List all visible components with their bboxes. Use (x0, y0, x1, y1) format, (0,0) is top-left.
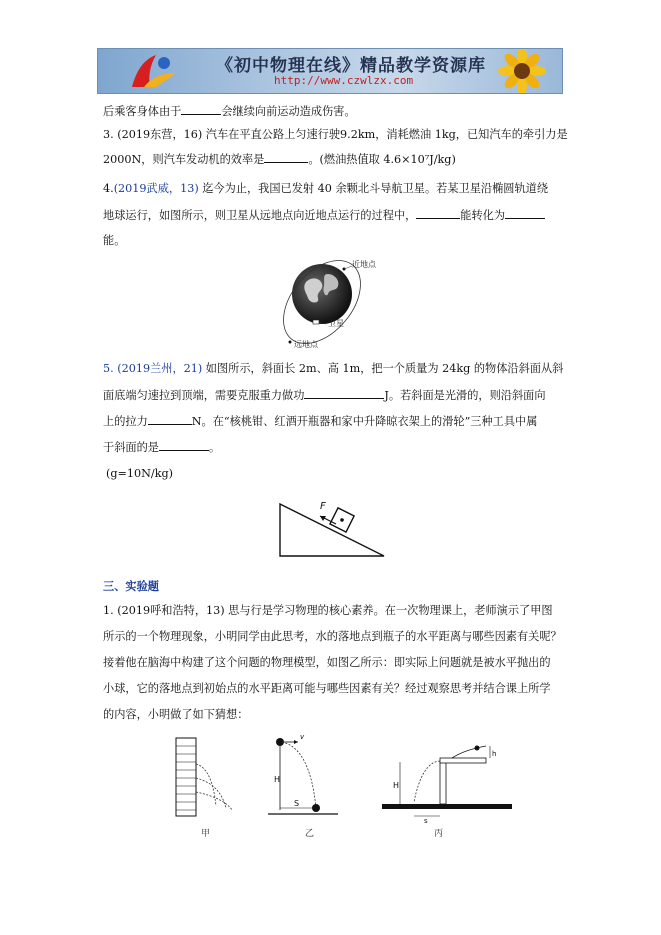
label-bing: 丙 (434, 829, 444, 839)
svg-text:h: h (492, 750, 497, 758)
figure-yi (268, 733, 338, 839)
question-5-note: (g=10N/kg) (106, 467, 173, 480)
experiment-line-5: 的内容，小明做了如下猜想： (103, 708, 249, 721)
banner-url[interactable]: http://www.czwlzx.com (274, 74, 414, 87)
incline-triangle (280, 504, 384, 556)
answer-blank[interactable] (264, 152, 308, 163)
question-3-line-1: 3. (2019东营，16) 汽车在平直公路上匀速行驶9.2km，消耗燃油 1kg，已知汽车的牵引力是 (103, 128, 568, 141)
answer-blank[interactable] (181, 104, 221, 115)
label-jia: 甲 (201, 829, 211, 839)
experiment-figure (168, 728, 528, 840)
question-4-line-2: 地球运行，如图所示，则卫星从远地点向近地点运行的过程中， 能转化为 (103, 208, 545, 223)
answer-blank[interactable] (304, 388, 384, 399)
svg-text:s: s (424, 817, 428, 825)
experiment-line-1: 1. (2019呼和浩特，13) 思与行是学习物理的核心素养。在一次物理课上，老师演示了甲图 (103, 604, 553, 617)
question-5-line-3: 上的拉力 N。在“核桃钳、红酒开瓶器和家中升降晾衣架上的滑轮”三种工具中属 (103, 415, 538, 428)
experiment-line-4: 小球，它的落地点到初始点的水平距离可能与哪些因素有关？经过观察思考并结合课上所学 (103, 682, 551, 695)
question-4-line-3: 能。 (103, 234, 126, 247)
incline-figure (272, 494, 390, 560)
figure-bing (382, 746, 512, 840)
sunflower-icon (478, 49, 558, 93)
question-4-source: (2019武威，13) (113, 182, 199, 195)
svg-text:v: v (300, 733, 305, 741)
svg-text:S: S (294, 799, 300, 808)
apogee-label: 远地点 (294, 340, 318, 349)
satellite-icon (313, 320, 319, 324)
question-3-line-2: 2000N，则汽车发动机的效率是 。(燃油热值取 4.6×10⁷J/kg) (103, 153, 456, 166)
experiment-line-3: 接着他在脑海中构建了这个问题的物理模型，如图乙所示：即实际上问题就是被水平抛出的 (103, 656, 551, 669)
perigee-label: 近地点 (352, 260, 376, 269)
svg-text:H: H (393, 781, 400, 790)
label-yi: 乙 (305, 829, 315, 839)
apogee-point (289, 341, 292, 344)
answer-blank[interactable] (416, 208, 460, 219)
svg-text:H: H (274, 775, 281, 784)
answer-blank[interactable] (505, 208, 545, 219)
header-banner (97, 48, 563, 94)
experiment-line-2: 所示的一个物理现象，小明同学由此思考，水的落地点到瓶子的水平距离与哪些因素有关呢？ (103, 630, 562, 643)
question-5-line-1: 5. (2019兰州，21) 如图所示，斜面长 2m、高 1m，把一个质量为 24kg 的物体沿斜面从斜 (103, 362, 564, 375)
site-logo-icon (122, 51, 182, 91)
question-4-line-1: 4.(2019武威，13) 迄今为止，我国已发射 40 余颗北斗导航卫星。若某卫星沿椭圆轨道绕 (103, 182, 549, 195)
text-line-1: 后乘客身体由于 会继续向前运动造成伤害。 (103, 105, 356, 118)
satellite-label: 卫星 (328, 319, 344, 328)
earth-icon (292, 264, 352, 324)
figure-jia (176, 738, 232, 839)
question-5-line-2: 面底端匀速拉到顶端，需要克服重力做功 J。若斜面是光滑的，则沿斜面向 (103, 389, 546, 402)
section-title: 三、实验题 (103, 579, 159, 593)
banner-title: 《初中物理在线》精品教学资源库 (216, 56, 486, 76)
question-5-line-4: 于斜面的是 。 (103, 441, 221, 454)
question-5-source: 5. (2019兰州，21) (103, 362, 203, 375)
answer-blank[interactable] (148, 414, 192, 425)
answer-blank[interactable] (159, 440, 209, 451)
force-label: F (320, 501, 326, 512)
orbit-figure (278, 258, 400, 352)
